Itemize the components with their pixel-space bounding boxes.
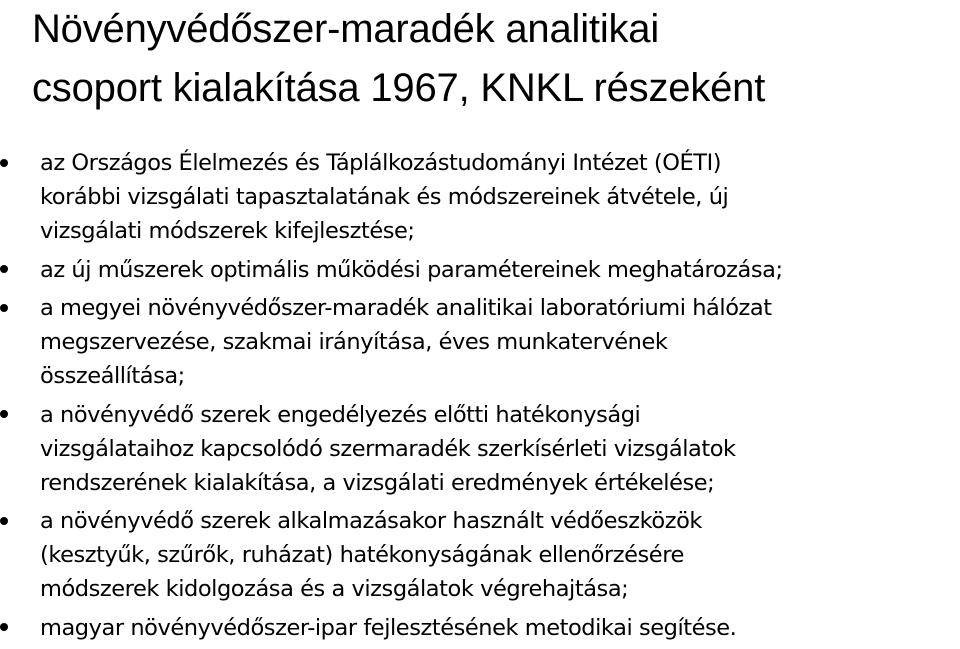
bullet-text-line: összeállítása; <box>40 363 185 389</box>
bullet-item-3 <box>0 291 960 393</box>
bullet-text-line: rendszerének kialakítása, a vizsgálati eredmények értékelése; <box>40 469 715 496</box>
bullet-item-4 <box>0 398 960 500</box>
bullet-dot-icon <box>0 623 8 631</box>
bullet-text-line: az Országos Élelmezés és Táplálkozástudományi Intézet (OÉTI) <box>40 150 722 176</box>
bullet-text-line: vizsgálati módszerek kifejlesztése; <box>40 218 415 244</box>
bullet-item-2 <box>0 253 960 287</box>
bullet-item-1 <box>0 146 960 248</box>
bullet-text-line: megszervezése, szakmai irányítása, éves munkatervének <box>40 329 668 355</box>
bullet-dot-icon <box>0 517 8 525</box>
bullet-text-line: a megyei növényvédőszer-maradék analitikai laboratóriumi hálózat <box>40 295 772 321</box>
bullet-text-line: a növényvédő szerek engedélyezés előtti hatékonysági <box>40 401 641 428</box>
bullet-text-line: vizsgálataihoz kapcsolódó szermaradék szerkísérleti vizsgálatok <box>40 435 736 462</box>
bullet-dot-icon <box>0 159 8 167</box>
bullet-text-line: (kesztyűk, szűrők, ruházat) hatékonyságának ellenőrzésére <box>40 542 684 568</box>
slide-title <box>32 0 952 118</box>
bullet-item-6 <box>0 611 960 645</box>
bullet-dot-icon <box>0 304 8 312</box>
bullet-dot-icon <box>0 265 8 273</box>
slide-title-line-1: Növényvédőszer-maradék analitikai <box>32 7 660 51</box>
bullet-dot-icon <box>0 410 8 418</box>
bullet-text-line: a növényvédő szerek alkalmazásakor használt védőeszközök <box>40 508 702 534</box>
bullet-text-line: módszerek kidolgozása és a vizsgálatok végrehajtása; <box>40 576 629 602</box>
bullet-list <box>0 146 960 649</box>
bullet-text-line: magyar növényvédőszer-ipar fejlesztésének metodikai segítése. <box>40 614 737 641</box>
bullet-item-5 <box>0 504 960 606</box>
slide-title-line-2: csoport kialakítása 1967, KNKL részeként <box>32 66 766 110</box>
bullet-text-line: az új műszerek optimális működési paramétereinek meghatározása; <box>40 256 783 283</box>
bullet-text-line: korábbi vizsgálati tapasztalatának és módszereinek átvétele, új <box>40 184 729 210</box>
